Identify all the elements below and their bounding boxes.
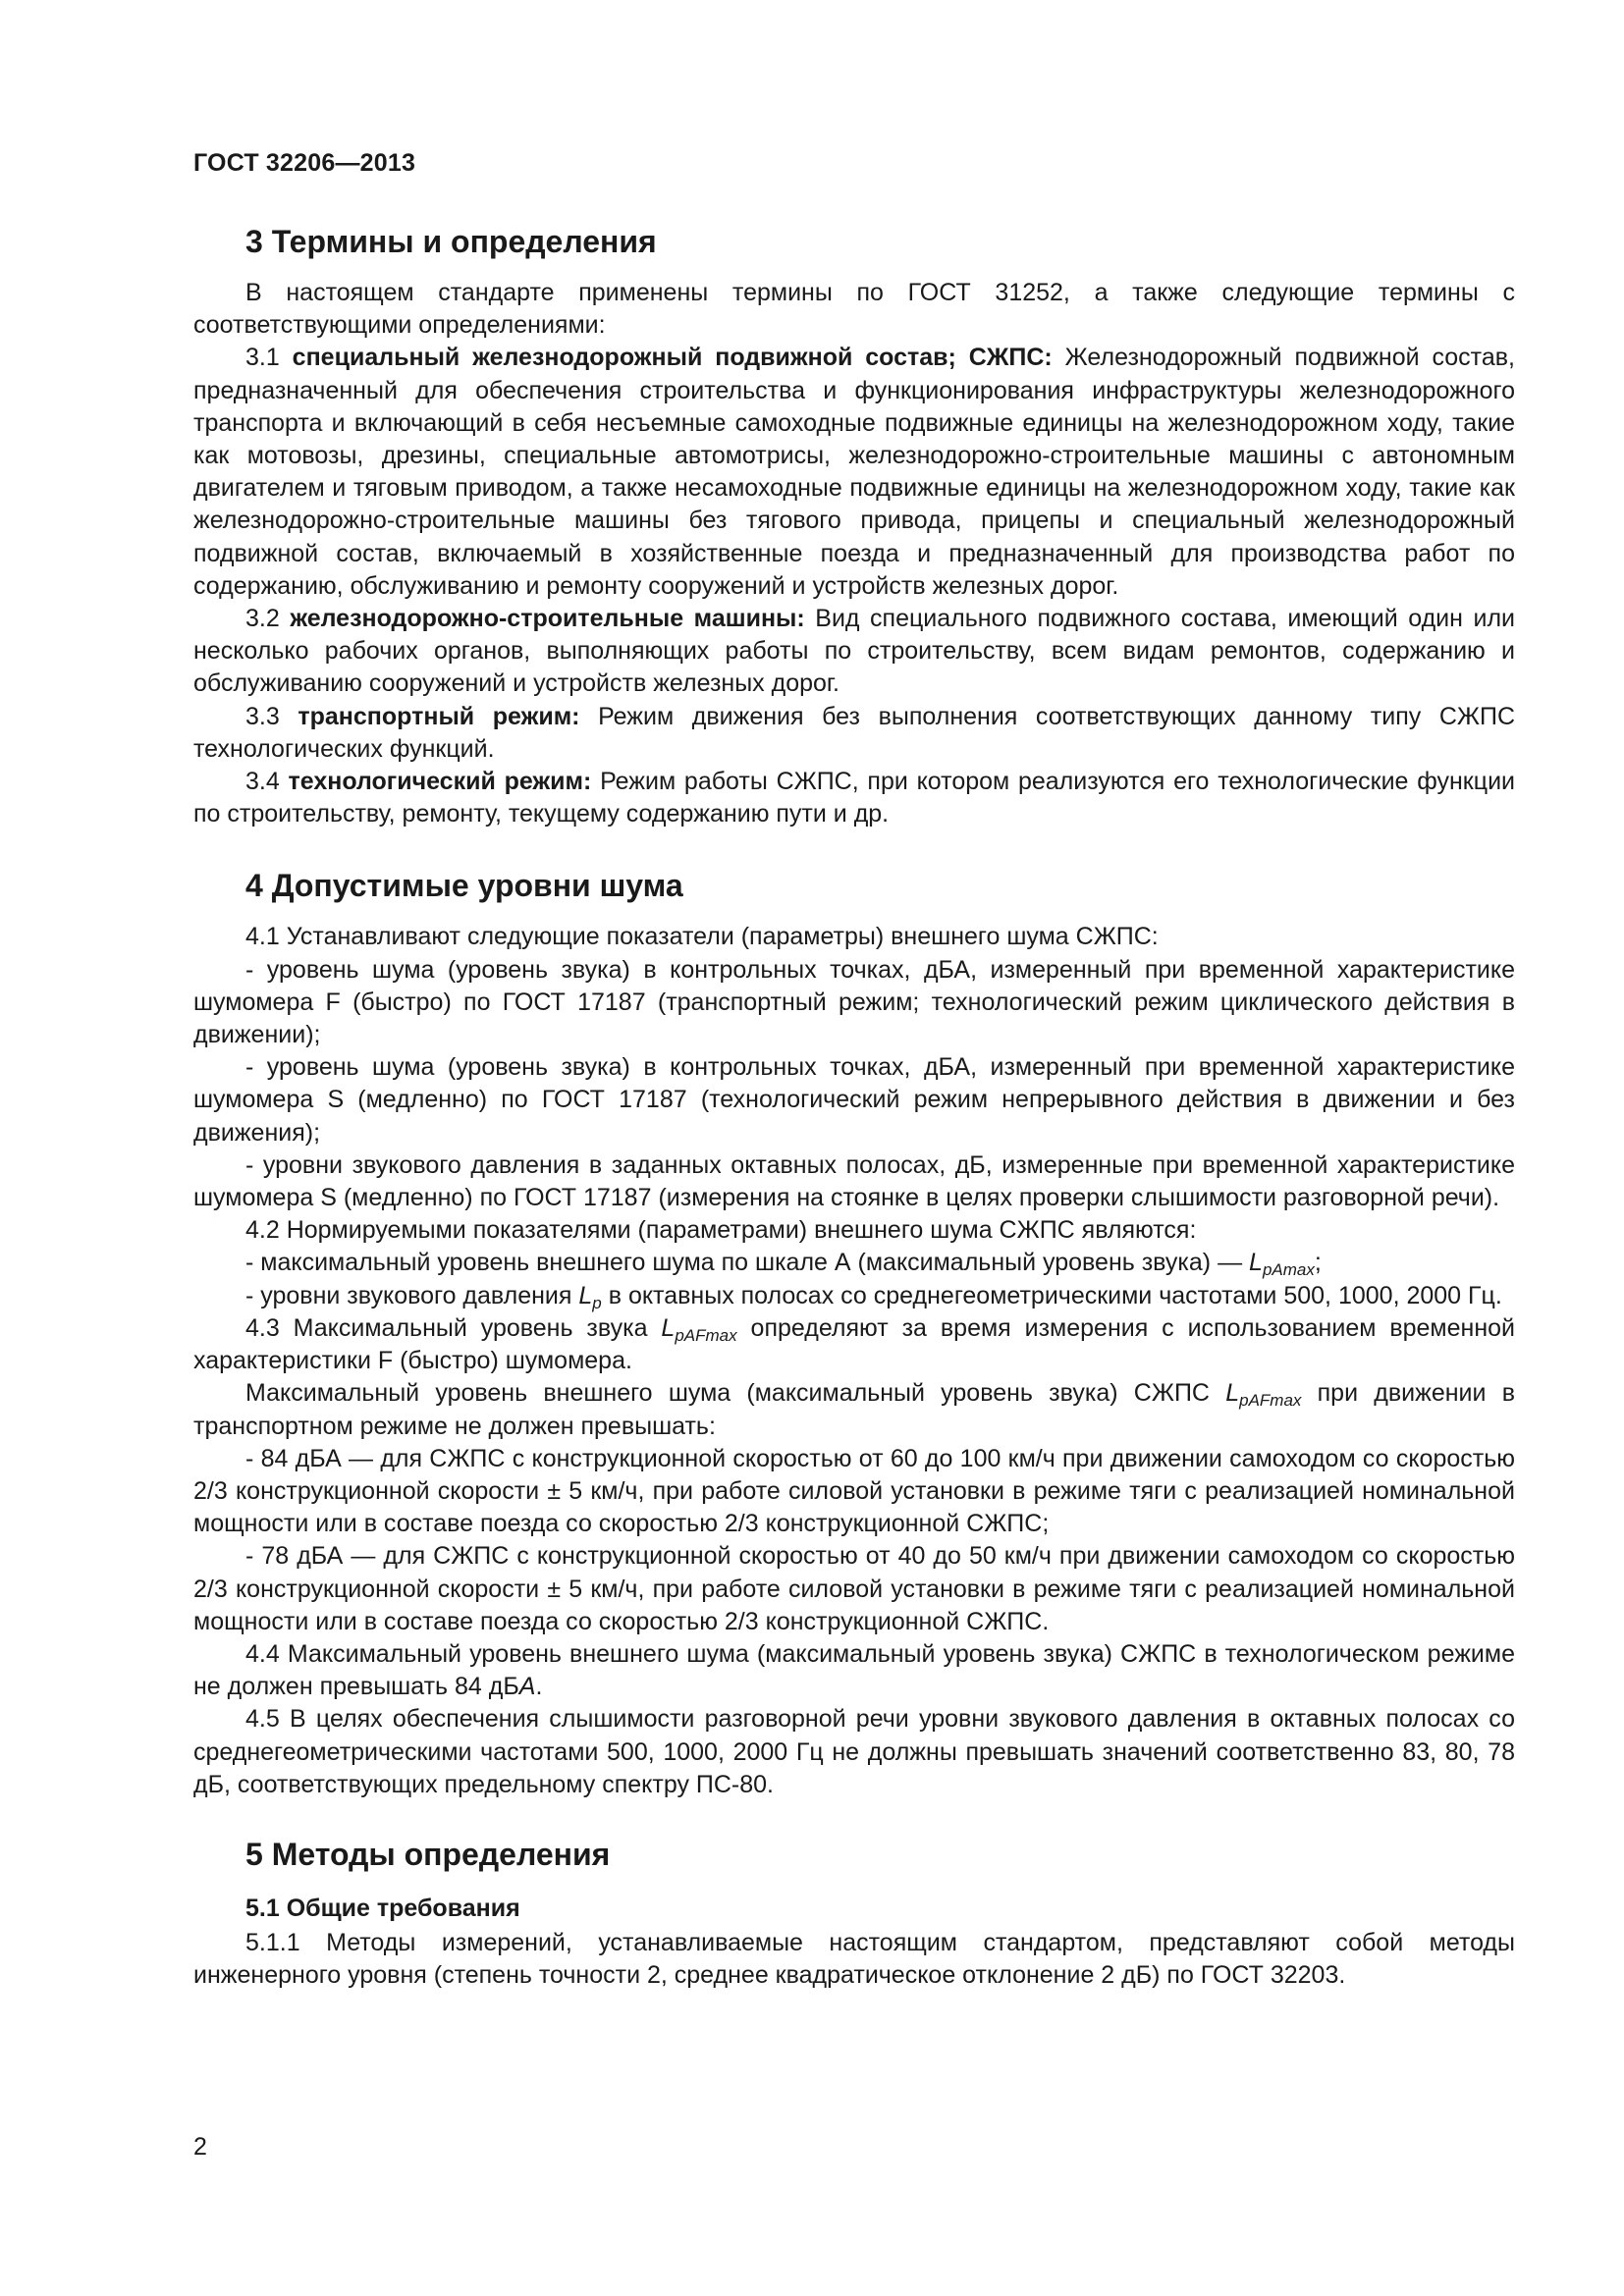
- formula-subscript: pAFmax: [675, 1325, 737, 1345]
- list-item-4-2-a: [193, 1247, 1515, 1279]
- term-3-1: [193, 342, 1515, 603]
- formula-symbol: L: [1249, 1249, 1263, 1277]
- text-run: при движении в транспортном режиме не должен превышать:: [193, 1379, 1515, 1440]
- paragraph-4-4: [193, 1638, 1515, 1703]
- page-number: 2: [193, 2133, 207, 2161]
- list-item-4-3-b: - 78 дБА — для СЖПС с конструкционной скоростью от 40 до 50 км/ч при движении самоходом со скоростью 2/3 конструкционной скорости ± 5 км/ч, при работе силовой установки в режиме тяги с реализацией номинальной мощности или в составе поезда со скоростью 2/3 конструкционной СЖПС.: [193, 1542, 1515, 1635]
- text-run: ;: [1314, 1249, 1322, 1277]
- paragraph-4-3-continued: [193, 1377, 1515, 1442]
- subsection-5-1-title: 5.1 Общие требования: [245, 1894, 520, 1922]
- text-run: в октавных полосах со среднегеометрическими частотами 500, 1000, 2000 Гц.: [601, 1281, 1502, 1309]
- paragraph-5-1-1: 5.1.1 Методы измерений, устанавливаемые настоящим стандартом, представляют собой методы инженерного уровня (степень точности 2, среднее квадратическое отклонение 2 дБ) по ГОСТ 32203.: [193, 1928, 1515, 1990]
- section-4-title: 4 Допустимые уровни шума: [245, 868, 683, 904]
- term-name: специальный железнодорожный подвижной состав; СЖПС:: [292, 344, 1053, 372]
- text-run: - максимальный уровень внешнего шума по шкале А (максимальный уровень звука) —: [245, 1249, 1250, 1277]
- term-3-3: [193, 701, 1515, 766]
- section-3-intro: В настоящем стандарте применены термины по ГОСТ 31252, а также следующие термины с соответствующими определениями:: [193, 279, 1515, 340]
- formula-symbol: L: [1225, 1379, 1240, 1408]
- list-item-4-1-b: - уровень шума (уровень звука) в контрольных точках, дБА, измеренный при временной характеристике шумомера S (медленно) по ГОСТ 17187 (технологический режим непрерывного действия в движении и без движения);: [193, 1053, 1515, 1147]
- document-header: ГОСТ 32206—2013: [193, 149, 416, 177]
- formula-subscript: p: [592, 1293, 602, 1312]
- term-definition: Режим работы СЖПС, при котором реализуются его технологические функции по строительству, ремонту, текущему содержанию пути и др.: [193, 768, 1515, 828]
- text-run: - уровни звукового давления: [245, 1281, 579, 1309]
- term-definition: Режим движения без выполнения соответствующих данному типу СЖПС технологических функций.: [193, 702, 1515, 763]
- unit-italic: А: [518, 1673, 536, 1701]
- formula-symbol: L: [578, 1281, 593, 1309]
- term-definition: Железнодорожный подвижной состав, предназначенный для обеспечения строительства и функционирования инфраструктуры железнодорожного транспорта и включающий в себя несъемные самоходные подвижные единицы на железнодорожном ходу, такие как мотовозы, дрезины, специальные автомотрисы, железнодорожно-строительные машины с автономным двигателем и тяговым приводом, а также несамоходные подвижные единицы на железнодорожном ходу, такие как железнодорожно-строительные машины без тягового привода, прицепы и специальный железнодорожный подвижной состав, включаемый в хозяйственные поезда и предназначенный для производства работ по содержанию, обслуживанию и ремонту сооружений и устройств железных дорог.: [193, 344, 1515, 600]
- text-run: .: [535, 1673, 543, 1701]
- term-name: железнодорожно-строительные машины:: [290, 605, 805, 633]
- term-name: технологический режим:: [288, 768, 592, 796]
- term-name: транспортный режим:: [298, 702, 580, 730]
- term-number: 3.3: [245, 702, 298, 730]
- formula-symbol: L: [661, 1313, 676, 1342]
- section-5-title: 5 Методы определения: [245, 1836, 611, 1872]
- text-run: Максимальный уровень внешнего шума (максимальный уровень звука) СЖПС: [245, 1379, 1226, 1408]
- paragraph-4-2: 4.2 Нормируемыми показателями (параметрами) внешнего шума СЖПС являются:: [245, 1216, 1197, 1245]
- term-number: 3.4: [245, 768, 289, 796]
- paragraph-4-5: 4.5 В целях обеспечения слышимости разговорной речи уровни звукового давления в октавных полосах со среднегеометрическими частотами 500, 1000, 2000 Гц не должны превышать значений соответственно 83, 80, 78 дБ, соответствующих предельному спектру ПС-80.: [193, 1705, 1515, 1798]
- term-number: 3.1: [245, 344, 293, 372]
- formula-subscript: pAFmax: [1239, 1391, 1302, 1411]
- list-item-4-1-a: - уровень шума (уровень звука) в контрольных точках, дБА, измеренный при временной характеристике шумомера F (быстро) по ГОСТ 17187 (транспортный режим; технологический режим циклического действия в движении);: [193, 955, 1515, 1049]
- term-3-2: [193, 603, 1515, 701]
- list-item-4-2-b: [193, 1280, 1515, 1312]
- term-definition: Вид специального подвижного состава, имеющий один или несколько рабочих органов, выполняющих работы по строительству, всем видам ремонтов, содержанию и обслуживанию сооружений и устройств железных дорог.: [193, 605, 1515, 698]
- document-body: [193, 222, 1515, 1992]
- section-3-title: 3 Термины и определения: [245, 224, 657, 259]
- term-number: 3.2: [245, 605, 291, 633]
- paragraph-4-1: 4.1 Устанавливают следующие показатели (параметры) внешнего шума СЖПС:: [245, 923, 1159, 951]
- paragraph-4-3: [193, 1312, 1515, 1377]
- text-run: 4.3 Максимальный уровень звука: [245, 1313, 662, 1342]
- list-item-4-1-c: - уровни звукового давления в заданных октавных полосах, дБ, измеренные при временной характеристике шумомера S (медленно) по ГОСТ 17187 (измерения на стоянке в целях проверки слышимости разговорной речи).: [193, 1150, 1515, 1212]
- text-run: определяют за время измерения с использованием временной характеристики F (быстро) шумомера.: [193, 1313, 1515, 1375]
- text-run: 4.4 Максимальный уровень внешнего шума (максимальный уровень звука) СЖПС в технологическом режиме не должен превышать 84 дБ: [193, 1639, 1515, 1701]
- list-item-4-3-a: - 84 дБА — для СЖПС с конструкционной скоростью от 60 до 100 км/ч при движении самоходом со скоростью 2/3 конструкционной скорости ± 5 км/ч, при работе силовой установки в режиме тяги с реализацией номинальной мощности или в составе поезда со скоростью 2/3 конструкционной СЖПС;: [193, 1444, 1515, 1538]
- term-3-4: [193, 766, 1515, 830]
- formula-subscript: pAmax: [1262, 1260, 1315, 1280]
